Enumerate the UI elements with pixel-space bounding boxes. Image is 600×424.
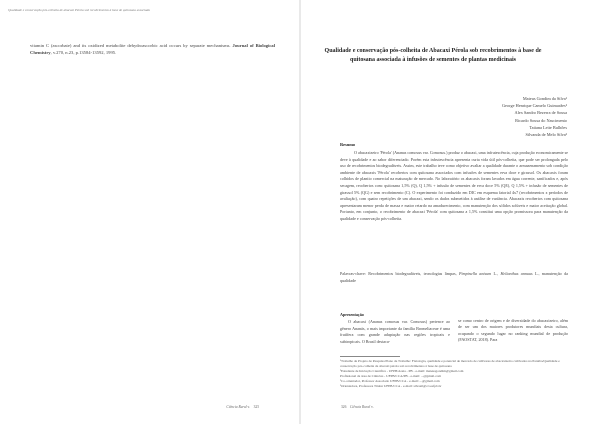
- left-folio-page: 325: [253, 405, 259, 409]
- keywords-end: L., manutenção da qualidade: [340, 271, 568, 283]
- intro-paragraph: O abacaxi (Ananas comosus var. Comosus) pertence ao gênero Ananás, o mais importante da família Bromeliaceae é uma frutífera com grande adaptação nas regiões tropicais e subtropicais. O Brasil destaca-: [340, 319, 450, 344]
- reference-journal: Journal of Biological Chemistry: [30, 43, 275, 55]
- left-page: [0, 0, 299, 424]
- footnote: ²Estudante de Iniciação Científica - UFPB/Areia - PB - e-mail: mateusgondim@gmail.com: [340, 368, 464, 373]
- footnote: ²Co-orientador, Professor Associado UFPB/CCA - e-mail: ...@gmail.com: [340, 378, 440, 383]
- intro-column-2: se como centro de origem e de diversidade do abacaxizeiro, além de ser um dos maiores produtores mundiais desta cultura, ocupando o segundo lugar no ranking mundial de produção (FAOSTAT, 2018). Para: [458, 318, 568, 343]
- running-head: Qualidade e conservação pós-colheita de abacaxi Pérola sob recobrimentos à base de quitosana associada: [8, 8, 150, 12]
- left-folio: [226, 405, 259, 409]
- intro-column-1: [340, 312, 450, 345]
- author: Tatiana Leite Bulhões: [529, 124, 567, 130]
- keywords-species-1: Pimpinella anisum: [458, 271, 492, 276]
- keywords-text: Recobrimentos biodegradáveis, tecnologias limpas,: [368, 271, 457, 276]
- right-folio: [341, 405, 374, 409]
- footnote: ³Orientadora, Professora Titular UFPB/CCA - e-mail: silvasil@cca.ufpb.br: [340, 383, 442, 388]
- left-folio-vol: v.: [247, 405, 251, 409]
- keywords: [340, 271, 568, 284]
- author: Alex Sandro Bezerra de Sousa: [514, 110, 567, 116]
- footnote: ¹Trabalho de Projeto de Pesquisa Plano de Trabalho: Fisiologia, qualidade e potencial de mercado de cultivares de abacaxizeiro cultivados na Paraíba/Qualidade e conservação pós-colheita de abacaxi pérola sob recobrimentos à base de quitosana: [340, 359, 560, 368]
- keywords-label: Palavras-chave:: [340, 271, 366, 276]
- author-list: [397, 95, 567, 138]
- author: Silvanda de Melo Silva³: [525, 132, 567, 138]
- author: Mateus Gondim da Silva¹: [522, 96, 567, 101]
- author: George Henrique Camelo Guimarães²: [501, 103, 567, 109]
- abstract-text: O abacaxizeiro 'Pérola' (Ananas comosus var. Comosus.) produz o abacaxi, uma infrutescência, cuja produção economicamente se deve à qualidade e ao sabor diferenciado. Porém esta infrutescência apresenta curta vida útil pós-colheita, que pode ser prolongada pelo uso de recobrimentos biodegradáveis. Assim, este trabalho teve como objetivo avaliar a qualidade durante o armazenamento sob condição ambiente de abacaxis 'Pérola' recobertos com quitosana associados com infusões de sementes erva doce e girassol. Os abacaxis foram colhidos de plantio comercial na maturação de mercado. No laboratório os abacaxis foram lavados em água corrente, sanificados e, após secagem, recobertos com: quitosana 1,5% (Q), Q 1,5% + infusão de sementes de erva doce 5% (QE), Q 1,5% + infusão de sementes de girassol 5% (QG) e sem recobrimento (C). O experimento foi conduzido em DIC em esquema fatorial 4x7 (recobrimentos x períodos de avaliação), com quatro repetições de um abacaxi, sendo os dados submetidos à análise de variância. Abacaxis recobertos com quitosana apresentaram menor perda de massa e maior retardo na amadurecimento, com manutenção dos sólidos solúveis e maior aceitação global. Portanto, em conjunto, o recobrimento de abacaxi 'Pérola' com quitosana a 1,5% constitui uma opção promissora para manutenção da qualidade e conservação pós-colheita.: [340, 150, 568, 221]
- abstract-heading: Resumo: [340, 142, 356, 147]
- footnote: Profissional da área de Ciências - UFPB/CCA/PB - e-mail: ...@gmail.com: [340, 373, 441, 378]
- right-folio-page: 326: [341, 405, 347, 409]
- reference-text: vitamin C (ascorbate) and its oxidized metabolite dehydroascorbic acid occurs by separate mechanisms.: [30, 43, 231, 48]
- footnotes: [340, 359, 568, 388]
- reference-entry: [30, 42, 275, 56]
- right-folio-journal: Ciência Rural: [349, 405, 371, 409]
- author: Ricardo Sousa do Nascimento: [515, 117, 567, 123]
- article-title: Qualidade e conservação pós-colheita de Abacaxi Pérola sob recobrimentos à base de quitosana associada à infusões de sementes de plantas medicinais: [324, 48, 542, 64]
- keywords-mid: L.,: [493, 271, 499, 276]
- left-folio-journal: Ciência Rural: [226, 405, 247, 409]
- right-folio-vol: v.: [371, 405, 374, 409]
- reference-citation: , v.270, n.23, p.13584-13592, 1995.: [50, 50, 117, 55]
- footnote-rule: [340, 356, 400, 357]
- intro-heading: Apresentação: [340, 312, 364, 317]
- keywords-species-2: Helianthus annuus: [500, 271, 533, 276]
